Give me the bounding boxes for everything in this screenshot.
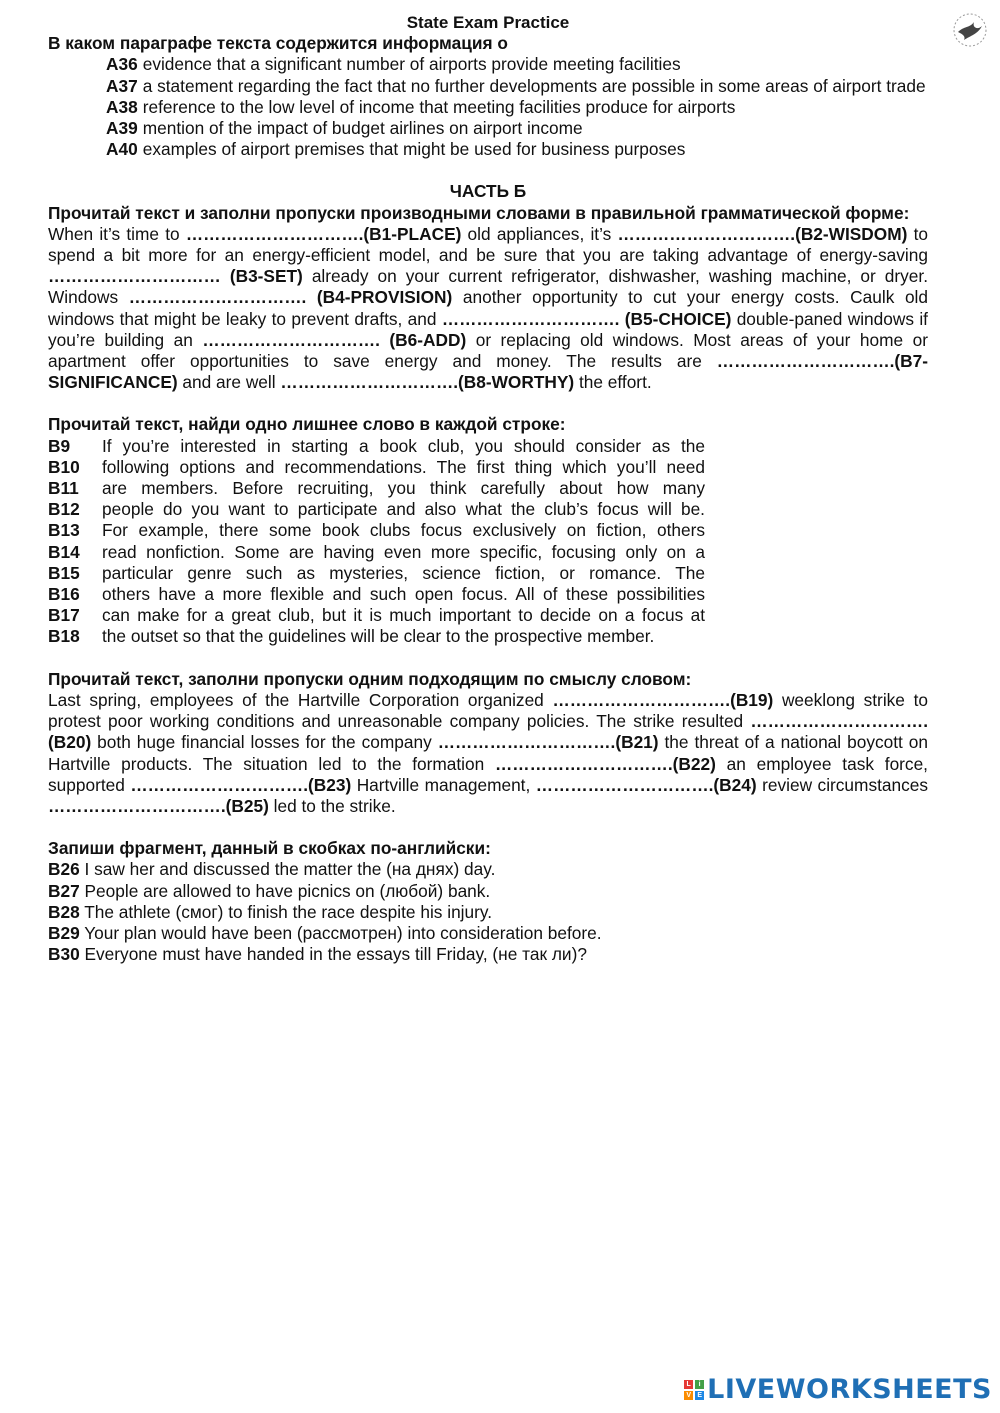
worksheet-page xyxy=(48,12,928,965)
question-item xyxy=(48,139,928,160)
task4-items xyxy=(48,859,928,965)
question-item xyxy=(48,97,928,118)
item-number: B26 xyxy=(48,859,80,880)
gap-label: .(B2-WISDOM) xyxy=(790,223,908,244)
brand-wordmark: LIVEWORKSHEETS xyxy=(707,1374,992,1405)
gap-dots: ………………………… xyxy=(535,774,709,795)
part-a-heading: В каком параграфе текста содержится информация о xyxy=(48,33,508,54)
logo-box: V xyxy=(684,1391,693,1400)
gap-dots: ………………………… xyxy=(716,351,890,372)
task1-text xyxy=(48,224,928,394)
part-a-items xyxy=(48,54,928,160)
line-number: B16 xyxy=(48,584,80,605)
text-segment: Last spring, employees of the Hartville Corporation organized xyxy=(48,689,553,710)
item-number: B30 xyxy=(48,944,80,965)
gap-label: .(B25) xyxy=(220,795,269,816)
text-segment: the threat of a national boycott on Hartville products. The situation led to the formation xyxy=(48,732,929,774)
gap-dots: ………………………… xyxy=(48,795,221,816)
text-segment: double-paned windows if you’re building an xyxy=(48,308,928,350)
line-number: B13 xyxy=(48,520,80,541)
text-segment: Hartville management, xyxy=(351,774,536,795)
gap-b24[interactable] xyxy=(536,775,757,795)
gap-dots: ………………………… xyxy=(185,223,359,244)
gap-label: . (B5-CHOICE) xyxy=(614,308,732,329)
logo-box: E xyxy=(695,1391,704,1400)
gap-b19[interactable] xyxy=(552,690,773,710)
list-item xyxy=(48,542,705,563)
question-number: A37 xyxy=(106,75,138,96)
gap-b23[interactable] xyxy=(130,775,351,795)
gap-label: (B3-SET) xyxy=(220,266,303,287)
gap-b1[interactable] xyxy=(186,224,462,244)
item-number: B27 xyxy=(48,880,80,901)
text-segment: and are well xyxy=(177,372,281,393)
gap-label: .(B22) xyxy=(667,753,716,774)
question-text: reference to the low level of income that meeting facilities produce for airports xyxy=(142,96,736,117)
gap-b5[interactable] xyxy=(442,309,732,329)
line-text[interactable]: particular genre such as mysteries, science fiction, or romance. The xyxy=(102,562,705,583)
line-number: B18 xyxy=(48,626,80,647)
list-item xyxy=(48,584,705,605)
text-segment: both huge financial losses for the company xyxy=(91,732,438,753)
question-text: evidence that a significant number of airports provide meeting facilities xyxy=(142,54,681,75)
item-text[interactable]: The athlete (смог) to finish the race despite his injury. xyxy=(84,901,493,922)
line-number: B14 xyxy=(48,541,80,562)
question-text: a statement regarding the fact that no further developments are possible in some areas of airport trade xyxy=(142,75,926,96)
list-item xyxy=(48,457,705,478)
item-text[interactable]: Your plan would have been (рассмотрен) into consideration before. xyxy=(84,922,602,943)
gap-label: .(B23) xyxy=(303,774,352,795)
line-text[interactable]: the outset so that the guidelines will be clear to the prospective member. xyxy=(102,626,655,647)
text-segment: led to the strike. xyxy=(268,795,396,816)
item-text[interactable]: People are allowed to have picnics on (любой) bank. xyxy=(84,880,491,901)
list-item xyxy=(48,626,705,647)
gap-dots: ………………………… xyxy=(130,774,304,795)
list-item xyxy=(48,499,705,520)
line-text[interactable]: For example, there some book clubs focus exclusively on fiction, others xyxy=(102,520,705,541)
list-item xyxy=(48,881,928,902)
gap-b2[interactable] xyxy=(617,224,907,244)
liveworksheets-logo[interactable] xyxy=(684,1374,992,1405)
task1-instruction: Прочитай текст и заполни пропуски производными словами в правильной грамматической форме: xyxy=(48,202,910,223)
gap-dots: ………………………… xyxy=(441,308,615,329)
line-number: B15 xyxy=(48,562,80,583)
question-number: A40 xyxy=(106,139,138,160)
logo-box: i xyxy=(695,1380,704,1389)
gap-b4[interactable] xyxy=(129,287,453,307)
gap-label: .(B19) xyxy=(725,689,774,710)
line-text[interactable]: read nonfiction. Some are having even more specific, focusing only on a xyxy=(102,541,705,562)
question-number: A36 xyxy=(106,54,138,75)
gap-dots: ………………………… xyxy=(202,329,376,350)
question-text: mention of the impact of budget airlines on airport income xyxy=(142,118,583,139)
gap-b21[interactable] xyxy=(438,732,659,752)
gap-label: . (B6-ADD) xyxy=(375,329,467,350)
task3-instruction: Прочитай текст, заполни пропуски одним подходящим по смыслу словом: xyxy=(48,668,692,689)
text-segment: When it’s time to xyxy=(48,223,186,244)
gap-b22[interactable] xyxy=(495,754,716,774)
gap-label: .(B7-SIGNIFICANCE) xyxy=(48,351,928,393)
text-segment: the effort. xyxy=(574,372,652,393)
gap-label: .(B21) xyxy=(610,732,659,753)
gap-dots: ………………………… xyxy=(750,711,924,732)
text-segment: weeklong strike to protest poor working conditions and unreasonable company policies. The strike resulted xyxy=(48,689,928,732)
task4-instruction: Запиши фрагмент, данный в скобках по-английски: xyxy=(48,838,491,859)
line-number: B11 xyxy=(48,478,79,499)
line-number: B9 xyxy=(48,435,71,456)
line-text[interactable]: can make for a great club, but it is much important to decide on a focus at xyxy=(102,605,705,626)
question-item xyxy=(48,76,928,97)
gap-label: .(B24) xyxy=(708,774,757,795)
line-number: B12 xyxy=(48,499,80,520)
item-text[interactable]: I saw her and discussed the matter the (на днях) day. xyxy=(84,859,496,880)
line-text[interactable]: are members. Before recruiting, you think carefully about how many xyxy=(102,478,705,499)
gap-dots: ………………………… xyxy=(495,753,668,774)
gap-label: .(B20) xyxy=(48,711,928,753)
text-segment: an employee task force, supported xyxy=(48,753,928,795)
gap-b3[interactable] xyxy=(48,266,303,286)
item-number: B28 xyxy=(48,901,80,922)
gap-label: . (B4-PROVISION) xyxy=(301,287,453,308)
list-item xyxy=(48,944,928,965)
question-item xyxy=(48,118,928,139)
list-item xyxy=(48,902,928,923)
line-text[interactable]: people do you want to participate and also what the club’s focus will be. xyxy=(102,499,705,520)
question-item xyxy=(48,54,928,75)
line-number: B17 xyxy=(48,605,80,626)
task2-lines xyxy=(48,436,705,648)
question-text: examples of airport premises that might be used for business purposes xyxy=(142,139,686,160)
list-item xyxy=(48,520,705,541)
line-number: B10 xyxy=(48,456,80,477)
line-text[interactable]: others have a more flexible and such open focus. All of these possibilities xyxy=(102,584,705,605)
list-item xyxy=(48,478,705,499)
task2-instruction: Прочитай текст, найди одно лишнее слово в каждой строке: xyxy=(48,414,566,435)
question-number: A38 xyxy=(106,96,138,117)
text-segment: or replacing old windows. Most areas of your home or apartment offer opportunities to save energy and money. The results are xyxy=(48,329,928,372)
gap-dots: ………………………… xyxy=(48,266,221,287)
text-segment: another opportunity to cut your energy costs. Caulk old windows that might be leaky to prevent drafts, and xyxy=(48,287,929,329)
task3-text xyxy=(48,690,928,817)
gap-dots: ………………………… xyxy=(437,732,611,753)
list-item xyxy=(48,923,928,944)
logo-box: L xyxy=(684,1380,693,1389)
text-segment: old appliances, it’s xyxy=(461,223,618,244)
line-text[interactable]: following options and recommendations. The first thing which you’ll need xyxy=(102,456,705,477)
gap-dots: ………………………… xyxy=(552,689,726,710)
gap-label: .(B8-WORTHY) xyxy=(453,372,575,393)
list-item xyxy=(48,605,705,626)
item-text[interactable]: Everyone must have handed in the essays till Friday, (не так ли)? xyxy=(84,944,587,965)
list-item xyxy=(48,436,705,457)
text-segment: already on your current refrigerator, dishwasher, washing machine, or dryer. Windows xyxy=(48,266,929,308)
gap-b6[interactable] xyxy=(202,330,466,350)
part-b-heading: ЧАСТЬ Б xyxy=(449,181,527,202)
text-segment: review circumstances xyxy=(756,774,928,795)
text-segment: to spend a bit more for an energy-efficient model, and be sure that you are taking advantage of energy-saving xyxy=(48,223,929,266)
gap-label: .(B1-PLACE) xyxy=(358,223,462,244)
question-number: A39 xyxy=(106,118,138,139)
item-number: B29 xyxy=(48,922,80,943)
line-text[interactable]: If you’re interested in starting a book club, you should consider as the xyxy=(102,435,705,456)
gap-b8[interactable] xyxy=(280,372,574,392)
page-title: State Exam Practice xyxy=(406,13,570,32)
gap-b25[interactable] xyxy=(48,796,269,816)
gap-dots: ………………………… xyxy=(280,372,454,393)
list-item xyxy=(48,859,928,880)
gap-dots: ………………………… xyxy=(617,223,791,244)
gap-dots: ………………………… xyxy=(128,287,302,308)
list-item xyxy=(48,563,705,584)
bird-logo-icon xyxy=(952,12,988,48)
logo-boxes-icon xyxy=(684,1380,704,1400)
